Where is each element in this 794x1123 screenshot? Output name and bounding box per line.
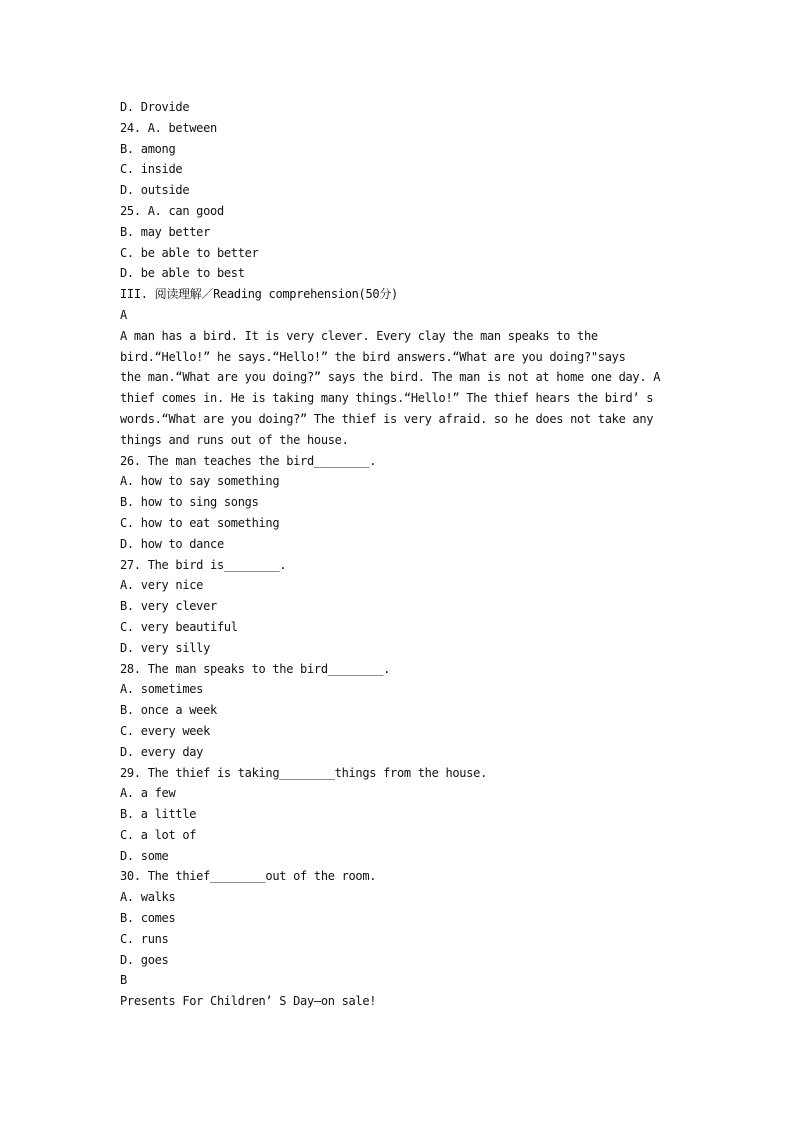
q24-option-b: B. among	[120, 141, 176, 156]
q25-question: 25. A. can good	[120, 203, 224, 218]
passage-line: things and runs out of the house.	[120, 432, 349, 447]
q27-option: D. very silly	[120, 640, 211, 655]
q30-option: A. walks	[120, 890, 176, 905]
passage-b-title: Presents For Children’ S Day—on sale!	[120, 994, 377, 1009]
section-title-reading: III. 阅读理解／Reading comprehension(50分)	[120, 287, 398, 302]
q27-option: C. very beautiful	[120, 619, 238, 634]
q30-option: C. runs	[120, 931, 169, 946]
q29-option: A. a few	[120, 786, 176, 801]
q26-question: 26. The man teaches the bird________.	[120, 453, 377, 468]
q26-option: A. how to say something	[120, 474, 280, 489]
q27-option: B. very clever	[120, 599, 217, 614]
q28-question: 28. The man speaks to the bird________.	[120, 661, 391, 676]
passage-line: words.“What are you doing?” The thief is very afraid. so he does not take any	[120, 411, 654, 426]
q27-option: A. very nice	[120, 578, 204, 593]
q29-option: D. some	[120, 848, 169, 863]
q23-option-d: D. Drovide	[120, 100, 190, 114]
q29-option: B. a little	[120, 807, 197, 822]
q26-option: B. how to sing songs	[120, 495, 259, 510]
q28-option: A. sometimes	[120, 682, 204, 697]
q26-option: C. how to eat something	[120, 515, 280, 530]
passage-a-text	[120, 326, 680, 451]
q25-option-c: C. be able to better	[120, 245, 259, 260]
q26-option: D. how to dance	[120, 536, 224, 551]
q30-option: B. comes	[120, 911, 176, 926]
passage-b-label: B	[120, 973, 127, 988]
passage-a-label: A	[120, 307, 127, 322]
q28-option: D. every day	[120, 744, 204, 759]
q24-option-c: C. inside	[120, 162, 183, 177]
passage-line: bird.“Hello!” he says.“Hello!” the bird answers.“What are you doing?"says	[120, 349, 626, 364]
q29-question: 29. The thief is taking________things from the house.	[120, 765, 488, 780]
q28-option: C. every week	[120, 723, 211, 738]
q24-option-d: D. outside	[120, 183, 190, 198]
q25-option-d: D. be able to best	[120, 266, 245, 281]
q30-option: D. goes	[120, 952, 169, 967]
passage-line: the man.“What are you doing?” says the bird. The man is not at home one day. A	[120, 370, 661, 385]
q28-option: B. once a week	[120, 703, 217, 718]
q24-question: 24. A. between	[120, 120, 217, 135]
passage-line: A man has a bird. It is very clever. Every clay the man speaks to the	[120, 328, 598, 343]
q30-question: 30. The thief________out of the room.	[120, 869, 377, 884]
page-content	[120, 97, 680, 1012]
q27-question: 27. The bird is________.	[120, 557, 287, 572]
q25-option-b: B. may better	[120, 224, 211, 239]
q29-option: C. a lot of	[120, 827, 197, 842]
passage-line: thief comes in. He is taking many things.“Hello!” The thief hears the bird’ s	[120, 391, 654, 406]
